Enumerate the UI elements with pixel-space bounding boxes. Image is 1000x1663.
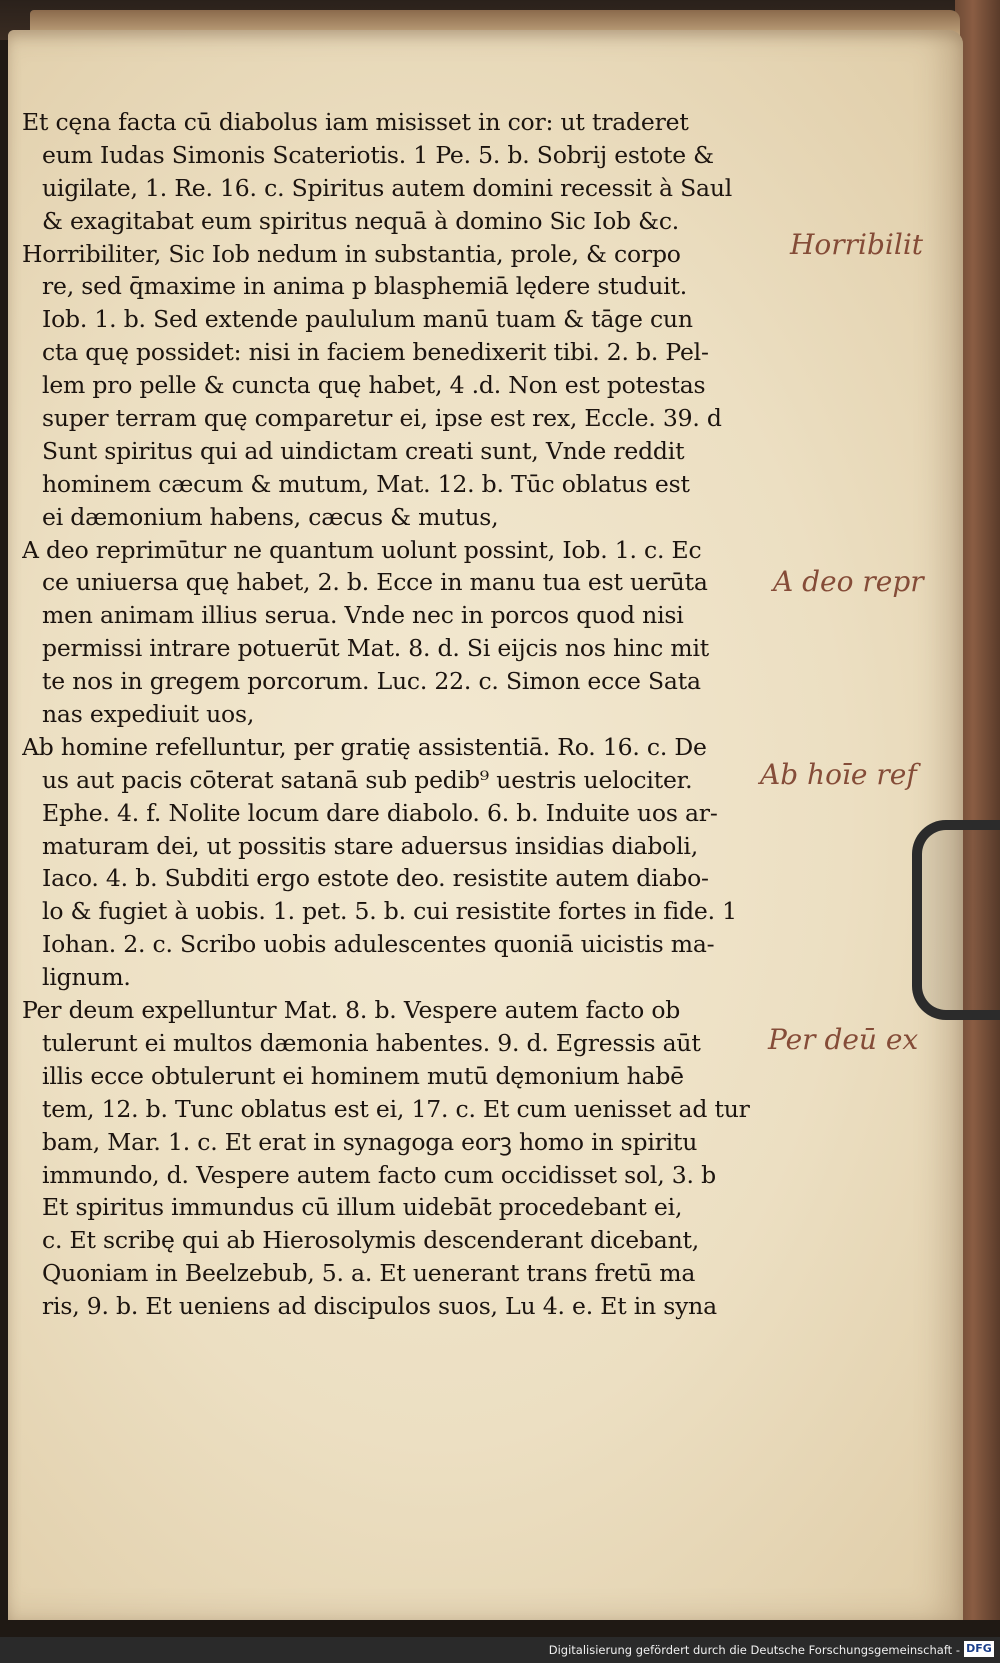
text-line: & exagitabat eum spiritus nequā à domino Sic Iob &c.	[42, 206, 680, 235]
text-line: Sunt spiritus qui ad uindictam creati sunt, Vnde reddit	[42, 436, 685, 465]
text-line: super terram quę comparetur ei, ipse est rex, Eccle. 39. d	[42, 404, 722, 433]
text-line: immundo, d. Vespere autem facto cum occidisset sol, 3. b	[42, 1160, 716, 1189]
text-line: lo & fugiet à uobis. 1. pet. 5. b. cui resistite fortes in fide. 1	[42, 897, 737, 926]
text-line: Ephe. 4. f. Nolite locum dare diabolo. 6. b. Induite uos ar-	[42, 798, 718, 827]
text-line: Iaco. 4. b. Subditi ergo estote deo. resistite autem diabo-	[42, 864, 709, 893]
text-line: Iob. 1. b. Sed extende paululum manū tuam & tāge cun	[42, 305, 693, 334]
text-line: men animam illius serua. Vnde nec in porcos quod nisi	[42, 601, 684, 630]
text-line: lignum.	[42, 963, 131, 992]
page-clip	[912, 820, 1000, 1020]
text-line: Ab homine refelluntur, per gratię assistentiā. Ro. 16. c. De	[22, 732, 707, 761]
text-line: bam, Mar. 1. c. Et erat in synagoga eorꝫ homo in spiritu	[42, 1127, 698, 1156]
text-line: c. Et scribę qui ab Hierosolymis descenderant dicebant,	[42, 1226, 700, 1255]
text-line: Per deum expelluntur Mat. 8. b. Vespere autem facto ob	[22, 996, 681, 1025]
marginal-note-per-deum: Per deū ex	[768, 1023, 919, 1056]
text-line: ei dæmonium habens, cæcus & mutus,	[42, 502, 499, 531]
text-line: permissi intrare potuerūt Mat. 8. d. Si eijcis nos hinc mit	[42, 634, 710, 663]
text-line: Quoniam in Beelzebub, 5. a. Et uenerant trans fretū ma	[42, 1259, 696, 1288]
marginal-note-a-deo: A deo repr	[773, 565, 924, 598]
main-text	[22, 106, 767, 1323]
text-line: maturam dei, ut possitis stare aduersus insidias diaboli,	[42, 831, 699, 860]
text-line: hominem cæcum & mutum, Mat. 12. b. Tūc oblatus est	[42, 469, 690, 498]
text-line: Horribiliter, Sic Iob nedum in substantia, prole, & corpo	[22, 239, 681, 268]
text-line: tem, 12. b. Tunc oblatus est ei, 17. c. Et cum uenisset ad tur	[42, 1094, 750, 1123]
text-line: eum Iudas Simonis Scateriotis. 1 Pe. 5. b. Sobrij estote &	[42, 140, 714, 169]
text-line: Et cęna facta cū diabolus iam misisset in cor: ut traderet	[22, 108, 689, 136]
text-line: Iohan. 2. c. Scribo uobis adulescentes quoniā uicistis ma-	[42, 930, 715, 959]
text-line: A deo reprimūtur ne quantum uolunt possint, Iob. 1. c. Ec	[22, 535, 702, 564]
text-line: te nos in gregem porcorum. Luc. 22. c. Simon ecce Sata	[42, 667, 701, 696]
text-line: nas expediuit uos,	[42, 700, 255, 729]
text-line: lem pro pelle & cuncta quę habet, 4 .d. Non est potestas	[42, 371, 706, 400]
text-line: us aut pacis cōterat satanā sub pedib⁹ uestris uelociter.	[42, 765, 693, 794]
text-line: Et spiritus immundus cū illum uidebāt procedebant ei,	[42, 1193, 683, 1222]
dfg-logo: DFG	[964, 1641, 994, 1657]
text-line: re, sed q̄maxime in anima p blasphemiā lędere studuit.	[42, 272, 688, 301]
marginal-note-horribiliter: Horribilit	[790, 228, 924, 261]
text-line: uigilate, 1. Re. 16. c. Spiritus autem domini recessit à Saul	[42, 173, 733, 202]
text-line: cta quę possidet: nisi in faciem benedixerit tibi. 2. b. Pel-	[42, 338, 709, 367]
text-line: illis ecce obtulerunt ei hominem mutū dęmonium habē	[42, 1061, 684, 1090]
marginal-note-ab-homine: Ab hoīe ref	[760, 758, 917, 791]
text-line: tulerunt ei multos dæmonia habentes. 9. d. Egressis aūt	[42, 1028, 701, 1057]
text-line: ce uniuersa quę habet, 2. b. Ecce in manu tua est uerūta	[42, 568, 708, 597]
text-line: ris, 9. b. Et ueniens ad discipulos suos, Lu 4. e. Et in syna	[42, 1292, 717, 1321]
digitization-credit: Digitalisierung gefördert durch die Deutsche Forschungsgemeinschaft -	[548, 1643, 960, 1657]
